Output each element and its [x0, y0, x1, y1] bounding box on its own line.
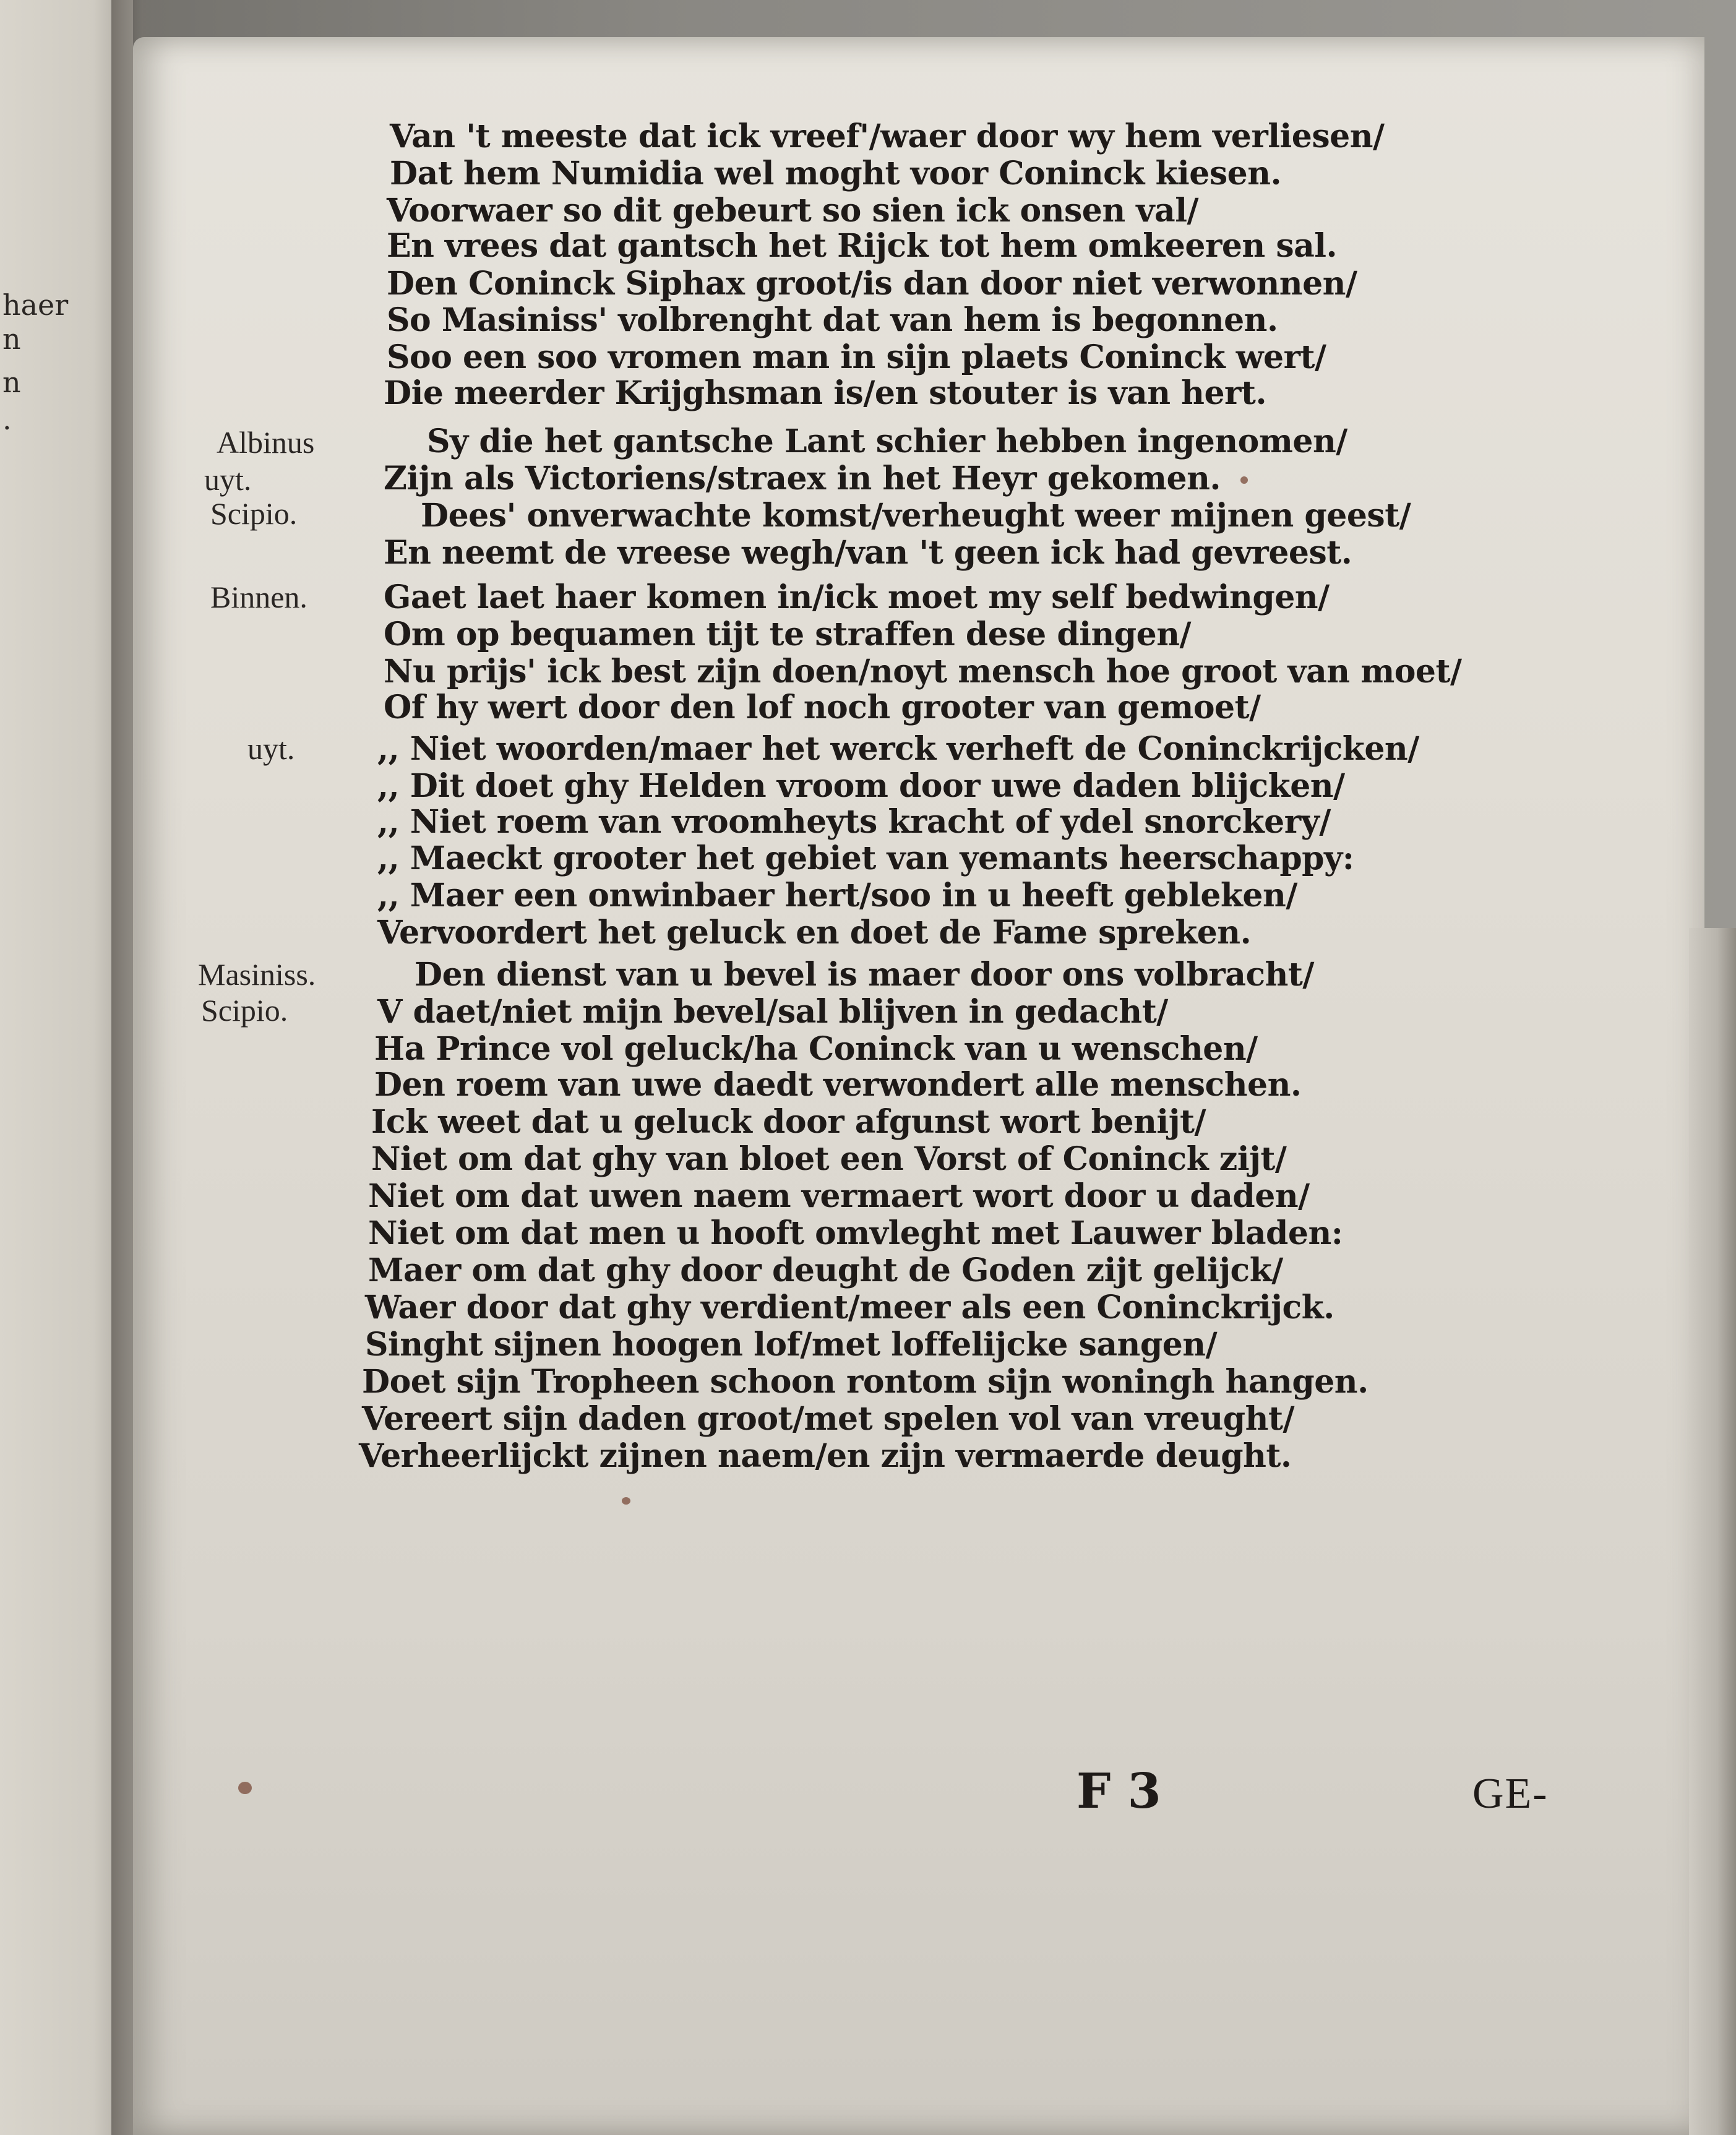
verse-line: Van 't meeste dat ick vreef'/waer door wy hem verliesen/: [390, 118, 1385, 155]
speaker-masiniss: Masiniss.: [198, 957, 316, 992]
left-page-fragment: .: [2, 403, 12, 436]
left-page-fragment: n: [2, 322, 21, 356]
verse-line: Vervoordert het geluck en doet de Fame spreken.: [377, 914, 1252, 952]
stage-direction-uyt: uyt.: [247, 731, 295, 766]
verse-line: Dees' onverwachte komst/verheught weer mijnen geest/: [421, 497, 1411, 535]
verse-line: Vereert sijn daden groot/met spelen vol van vreught/: [362, 1400, 1294, 1438]
verse-line: Zijn als Victoriens/straex in het Heyr gekomen.: [384, 460, 1221, 497]
verse-line: Gaet laet haer komen in/ick moet my self bedwingen/: [384, 578, 1330, 616]
verse-line: Den Coninck Siphax groot/is dan door niet verwonnen/: [387, 265, 1357, 303]
speaker-scipio: Scipio.: [201, 993, 288, 1028]
verse-line: Die meerder Krijghsman is/en stouter is van hert.: [384, 374, 1267, 412]
foxing-spot: [238, 1782, 252, 1794]
stage-direction-binnen: Binnen.: [210, 580, 307, 614]
verse-line: Maer om dat ghy door deught de Goden zijt gelijck/: [368, 1252, 1283, 1289]
speaker-albinus: Albinus: [217, 425, 315, 460]
verse-line: Om op bequamen tijt te straffen dese dingen/: [384, 616, 1191, 653]
verse-line: Ick weet dat u geluck door afgunst wort benijt/: [371, 1103, 1206, 1141]
signature-mark: F 3: [1076, 1763, 1161, 1819]
verse-line: Nu prijs' ick best zijn doen/noyt mensch hoe groot van moet/: [384, 653, 1462, 690]
verse-line: Ha Prince vol geluck/ha Coninck van u wenschen/: [374, 1030, 1258, 1068]
verse-line: En neemt de vreese wegh/van 't geen ick had gevreest.: [384, 534, 1352, 572]
left-page-fragment: n: [2, 366, 21, 399]
page-edge-right: [1689, 928, 1736, 2135]
verse-line: ,, Niet roem van vroomheyts kracht of ydel snorckery/: [377, 803, 1331, 841]
verse-line: Of hy wert door den lof noch grooter van gemoet/: [384, 689, 1261, 726]
verse-line: Den dienst van u bevel is maer door ons volbracht/: [415, 956, 1314, 994]
verse-line: Verheerlijckt zijnen naem/en zijn vermaerde deught.: [359, 1437, 1292, 1475]
verse-line: Niet om dat ghy van bloet een Vorst of Coninck zijt/: [371, 1140, 1287, 1178]
verse-line: Doet sijn Tropheen schoon rontom sijn woningh hangen.: [362, 1363, 1369, 1401]
verse-line: Niet om dat uwen naem vermaert wort door u daden/: [368, 1177, 1310, 1215]
verse-line: En vrees dat gantsch het Rijck tot hem omkeeren sal.: [387, 227, 1338, 265]
stage-direction-uyt: uyt.: [204, 462, 252, 497]
verse-line: V daet/niet mijn bevel/sal blijven in gedacht/: [377, 993, 1168, 1031]
verse-line: ,, Niet woorden/maer het werck verheft de Coninckrijcken/: [377, 730, 1419, 768]
verse-block: [133, 37, 1704, 1584]
verse-line: ,, Maeckt grooter het gebiet van yemants heerschappy:: [377, 840, 1354, 877]
verse-line: Waer door dat ghy verdient/meer als een Coninckrijck.: [365, 1289, 1334, 1326]
speaker-scipio: Scipio.: [210, 496, 298, 531]
book-page: [133, 37, 1704, 2135]
verse-line: Den roem van uwe daedt verwondert alle menschen.: [374, 1066, 1302, 1104]
catchword: GE-: [1472, 1770, 1549, 1818]
verse-line: Soo een soo vromen man in sijn plaets Coninck wert/: [387, 338, 1326, 376]
verse-line: ,, Maer een onwinbaer hert/soo in u heeft gebleken/: [377, 877, 1297, 914]
verse-line: Dat hem Numidia wel moght voor Coninck kiesen.: [390, 155, 1282, 192]
verse-line: Voorwaer so dit gebeurt so sien ick onsen val/: [387, 192, 1198, 230]
left-page-fragment: haer: [2, 288, 69, 322]
verse-line: ,, Dit doet ghy Helden vroom door uwe daden blijcken/: [377, 767, 1345, 805]
verse-line: Niet om dat men u hooft omvleght met Lauwer bladen:: [368, 1214, 1343, 1252]
verse-line: So Masiniss' volbrenght dat van hem is begonnen.: [387, 301, 1278, 339]
verse-line: Singht sijnen hoogen lof/met loffelijcke sangen/: [365, 1326, 1218, 1364]
verse-line: Sy die het gantsche Lant schier hebben ingenomen/: [427, 423, 1347, 460]
